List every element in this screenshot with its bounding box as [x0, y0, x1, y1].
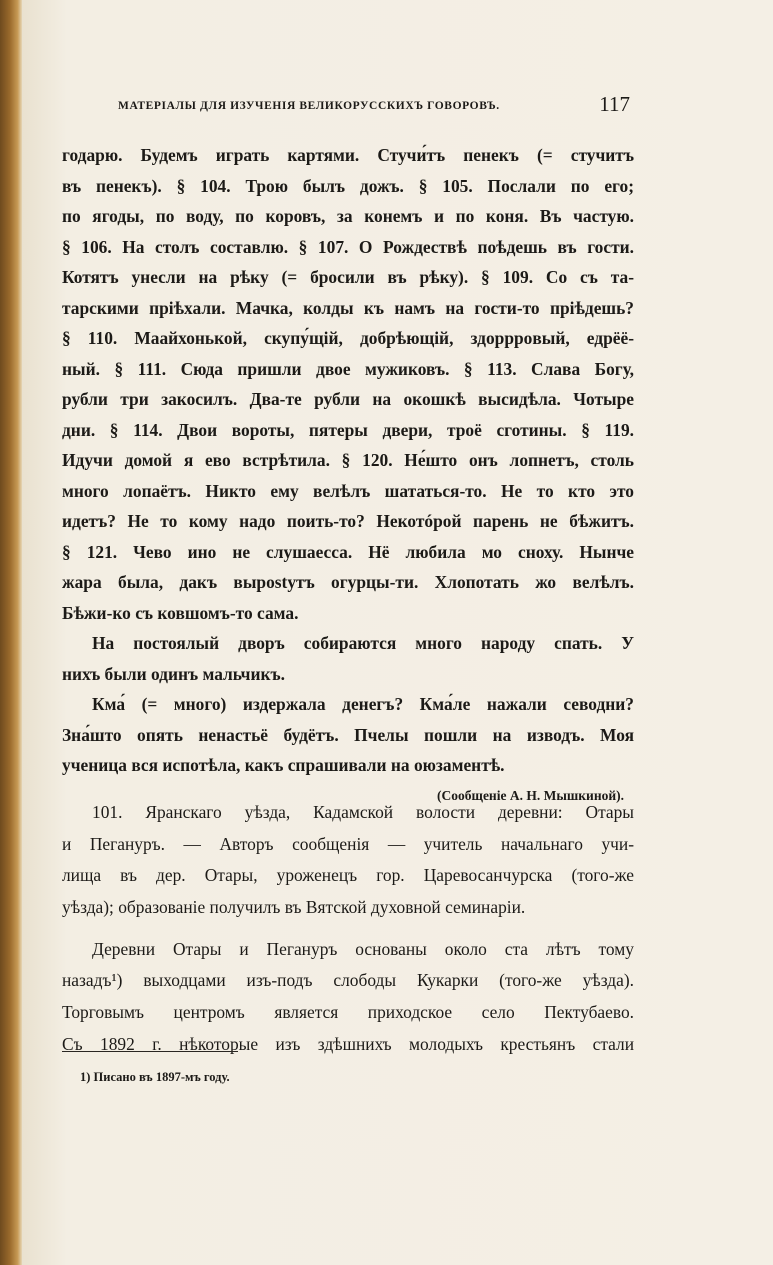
text-line: дни. § 114. Двои вороты, пятеры двери, троё сготины. § 119.	[62, 419, 634, 440]
text-line: въ пенекъ). § 104. Трою былъ дожъ. § 105. Послали по его;	[62, 175, 634, 196]
text-line: ный. § 111. Сюда пришли двое мужиковъ. § 113. Слава Богу,	[62, 358, 634, 379]
running-title: МАТЕРІАЛЫ ДЛЯ ИЗУЧЕНІЯ ВЕЛИКОРУССКИХЪ ГОВОРОВЪ.	[118, 100, 500, 112]
footnote: 1) Писано въ 1897-мъ году.	[80, 1070, 230, 1084]
text-line: годарю. Будемъ играть картями. Стучи́тъ пенекъ (= стучитъ	[62, 145, 634, 165]
text-line: идетъ? Не то кому надо поить-то? Некотóрой парень не бѣжитъ.	[62, 511, 634, 531]
text-line: жара была, дакъ вырostутъ огурцы-ти. Хлопотать жо велѣлъ.	[62, 572, 634, 592]
attribution-signature: (Сообщеніе А. Н. Мышкиной).	[437, 787, 624, 803]
book-spine-shadow	[0, 0, 22, 1265]
running-header	[118, 92, 630, 120]
footnote-divider	[62, 1051, 238, 1052]
text-line: тарскими пріѣхали. Мачка, колды къ намъ на гости-то пріѣдешь?	[62, 297, 634, 318]
text-line: ученица вся испотѣла, какъ спрашивали на оюзаментѣ.	[62, 755, 505, 775]
text-line: Съ 1892 г. нѣкоторые изъ здѣшнихъ молодыхъ крестьянъ стали	[62, 1033, 634, 1054]
text-line: § 110. Маайхонькой, скупу́щій, добрѣющій, здорррoвый, едрёё-	[62, 328, 634, 348]
text-line: Зна́што опять ненастьё будётъ. Пчелы пошли на изводъ. Моя	[62, 724, 634, 745]
text-line: рубли три закосилъ. Два-те рубли на окошкѣ высидѣла. Чотыре	[62, 389, 634, 409]
text-line: Котятъ унесли на рѣку (= бросили въ рѣку). § 109. Со съ та-	[62, 267, 634, 287]
page-number: 117	[599, 92, 630, 116]
text-line: много лопаётъ. Никто ему велѣлъ шататься-то. Не то кто это	[62, 480, 634, 501]
text-line: § 106. На столъ составлю. § 107. О Рождествѣ поѣдешь въ гости.	[62, 236, 634, 257]
text-line: Кма́ (= много) издержала денегъ? Кма́ле нажали севодни?	[92, 694, 634, 714]
text-line: 101. Яранскаго уѣзда, Кадамской волости деревни: Отары	[92, 802, 634, 822]
text-line: § 121. Чево ино не слушаесса. Нё любила мо сноху. Нынче	[62, 541, 634, 562]
text-line: назадъ¹) выходцами изъ-подъ слободы Кукарки (того-же уѣзда).	[62, 970, 634, 991]
text-block-section-101	[62, 797, 634, 1061]
text-line: Деревни Отары и Пегануръ основаны около ста лѣтъ тому	[92, 938, 634, 959]
text-line: нихъ были одинъ мальчикъ.	[62, 663, 286, 684]
text-line: по ягоды, по воду, по коровъ, за конемъ и по коня. Въ частую.	[62, 206, 634, 226]
text-line: и Пегануръ. — Авторъ сообщенія — учитель начальнаго учи-	[62, 833, 634, 854]
text-line: Торговымъ центромъ является приходское село Пектубаево.	[62, 1002, 634, 1023]
text-line: На постоялый дворъ собираются много народу спать. У	[92, 633, 634, 653]
text-line: Бѣжи-ко съ ковшомъ-то сама.	[62, 602, 299, 623]
text-line: лища въ дер. Отары, уроженецъ гор. Царевосанчурска (того-же	[62, 865, 634, 886]
text-block-top	[62, 140, 634, 811]
text-line: Идучи домой я ево встрѣтила. § 120. Не́што онъ лопнетъ, столь	[62, 450, 634, 470]
text-line: уѣзда); образованіе получилъ въ Вятской духовной семинаріи.	[62, 897, 526, 918]
